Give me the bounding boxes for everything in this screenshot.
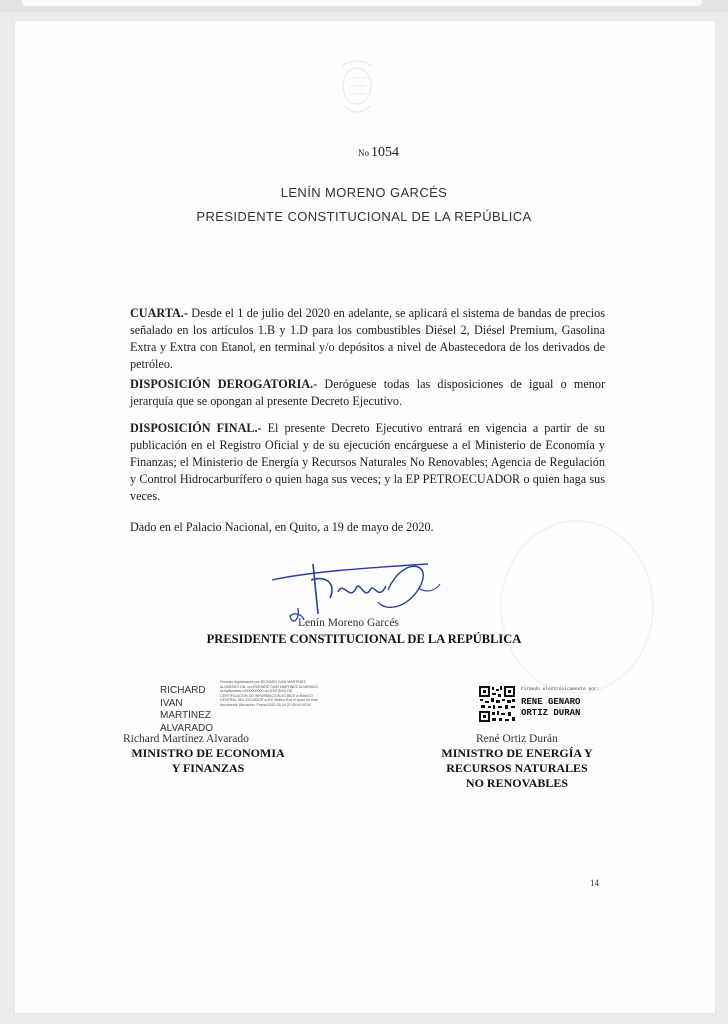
article-cuarta-heading: CUARTA.- bbox=[130, 306, 188, 320]
minister-left-title bbox=[123, 746, 293, 776]
minister-right-name: René Ortiz Durán bbox=[476, 733, 558, 745]
disposicion-derogatoria bbox=[130, 376, 605, 410]
disposicion-final-heading: DISPOSICIÓN FINAL.- bbox=[130, 421, 262, 435]
decree-number-prefix: No bbox=[358, 148, 369, 158]
minister-right-esig-name bbox=[521, 697, 616, 719]
disposicion-final bbox=[130, 420, 605, 505]
disposicion-final-text: El presente Decreto Ejecutivo entrará en vigencia a partir de su publicación en el Registro Oficial y de su ejecución encárguese a el Ministerio de Economía y Finanzas; el Ministerio de Energía y Recursos Naturales No Renovables; Agencia de Regulación y Control Hidrocarburífero o quien haga sus veces; y la EP PETROECUADOR o quien haga sus veces. bbox=[130, 421, 605, 503]
disposicion-derogatoria-text: Deróguese todas las disposiciones de igual o menor jerarquía que se opongan al presente Decreto Ejecutivo. bbox=[130, 377, 605, 408]
minister-left-title-line: Y FINANZAS bbox=[171, 761, 245, 775]
minister-right-title bbox=[432, 746, 602, 791]
header-president-title: PRESIDENTE CONSTITUCIONAL DE LA REPÚBLICA bbox=[196, 209, 532, 224]
president-sign-name: Lenín Moreno Garcés bbox=[298, 617, 399, 629]
minister-left-title-line: MINISTRO DE ECONOMIA bbox=[131, 746, 285, 760]
decree-number bbox=[358, 145, 399, 161]
president-sign-title: PRESIDENTE CONSTITUCIONAL DE LA REPÚBLICA bbox=[206, 632, 522, 646]
minister-right-title-line: MINISTRO DE ENERGÍA Y bbox=[441, 746, 593, 760]
minister-left-name: Richard Martínez Alvarado bbox=[123, 733, 249, 745]
minister-right-esig-caption: Firmado electrónicamente por: bbox=[521, 687, 600, 692]
esig-name-line: RENE GENARO bbox=[521, 697, 581, 707]
esig-name-line: IVAN bbox=[160, 697, 183, 709]
esig-name-line: MARTINEZ bbox=[160, 710, 211, 721]
article-cuarta-text: Desde el 1 de julio del 2020 en adelante, se aplicará el sistema de bandas de precios señalado en los artículos 1.B y 1.D para los combustibles Diésel 2, Diésel Premium, Gasolina Extra y Extra con Etanol, en terminal y/o depósitos a nivel de Abastecedora de los derivados de petróleo. bbox=[130, 306, 605, 371]
coat-of-arms-icon bbox=[334, 56, 380, 118]
minister-left-esig-name bbox=[160, 685, 213, 735]
esig-name-line: ORTIZ DURAN bbox=[521, 708, 581, 718]
minister-left-esig-fine-print: Firmado digitalmente por RICHARD IVAN MARTINEZ ALVARADO DN: cn=RICHARD IVAN MARTINEZ ALVARADO serialNumber=0000000000 ou=ENTIDAD DE CERTIFICACION DE INFORMACION-ECIBCE o=BANCO CENTRAL DEL ECUADOR c=EC Motivo:Soy el autor de este documento Ubicación: Fecha:2020-05-19 21:45:00-05'00' bbox=[220, 680, 318, 707]
dated-line: Dado en el Palacio Nacional, en Quito, a 19 de mayo de 2020. bbox=[130, 520, 434, 534]
decree-number-value: 1054 bbox=[371, 145, 399, 160]
qr-code-icon bbox=[478, 685, 516, 723]
minister-right-title-line: NO RENOVABLES bbox=[465, 776, 569, 790]
page-number: 14 bbox=[590, 878, 599, 888]
document-page bbox=[14, 20, 716, 1014]
watermark-stamp bbox=[500, 520, 654, 694]
header-president-name: LENÍN MORENO GARCÉS bbox=[280, 185, 448, 200]
previous-page-edge bbox=[22, 0, 702, 6]
article-cuarta bbox=[130, 305, 605, 373]
minister-right-title-line: RECURSOS NATURALES bbox=[446, 761, 588, 775]
esig-name-line: RICHARD bbox=[160, 685, 206, 696]
esig-name-line: ALVARADO bbox=[160, 722, 213, 734]
disposicion-derogatoria-heading: DISPOSICIÓN DEROGATORIA.- bbox=[130, 377, 318, 391]
